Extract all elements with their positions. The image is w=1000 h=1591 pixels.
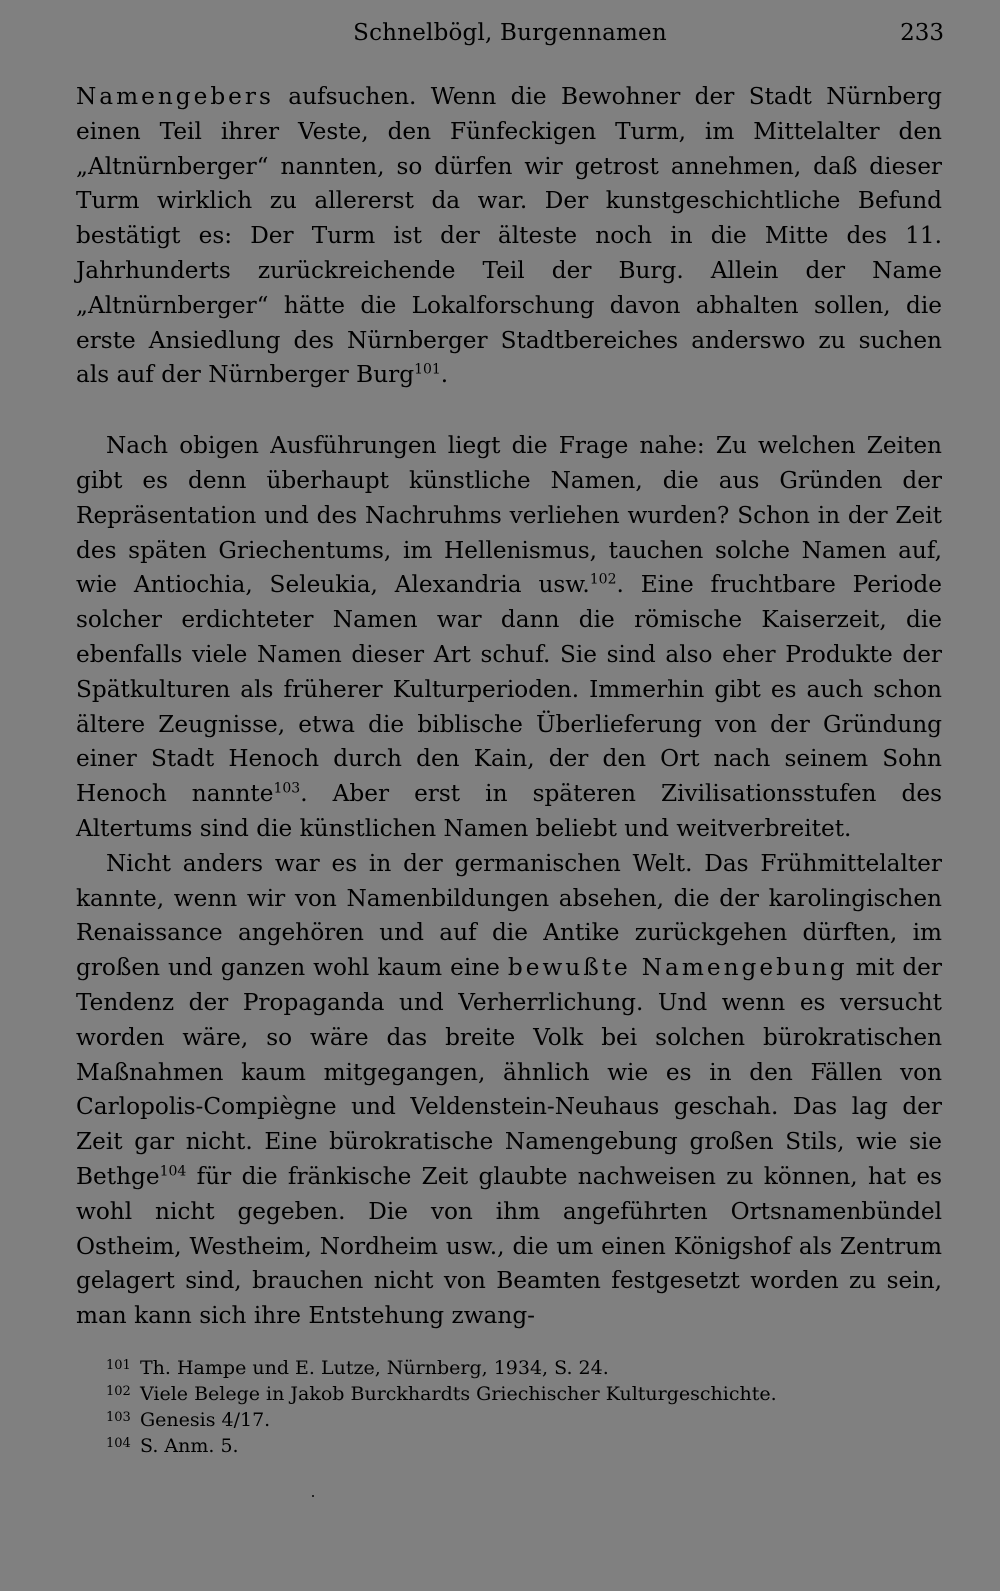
running-head: Schnelbögl, Burgennamen — [353, 20, 667, 46]
paragraph — [76, 80, 942, 393]
footnote-reference: 104 — [159, 1163, 187, 1180]
emphasized-text: Namengebers — [76, 83, 274, 110]
footnote-text: Th. Hampe und E. Lutze, Nürnberg, 1934, S. 24. — [140, 1357, 609, 1379]
text-run: für die fränkische Zeit glaubte nachweisen zu können, hat es wohl nicht gegeben. Die von ihm angeführten Ortsnamenbündel Ostheim, Westheim, Nordheim usw., die um einen Königshof als Zentrum gelagert sind, brauchen nicht von Beamten festgesetzt worden zu sein, man kann sich ihre Entstehung zwang- — [76, 1162, 942, 1330]
footnote-reference: 102 — [589, 571, 617, 588]
footnote-text: Genesis 4/17. — [140, 1409, 271, 1431]
page-header — [76, 16, 944, 56]
footnote-text: S. Anm. 5. — [140, 1435, 239, 1457]
text-run: aufsuchen. Wenn die Bewohner der Stadt Nürnberg einen Teil ihrer Veste, den Fünfeckigen Turm, im Mittelalter den „Altnürnberger“ nannten, so dürfen wir getrost annehmen, daß dieser Turm wirklich zu allererst da war. Der kunstgeschichtliche Befund bestätigt es: Der Turm ist der älteste noch in die Mitte des 11. Jahrhunderts zurückreichende Teil der Burg. Allein der Name „Altnürnberger“ hätte die Lokalforschung davon abhalten sollen, die erste Ansiedlung des Nürnberger Stadtbereiches anderswo zu suchen als auf der Nürnberger Burg — [76, 83, 942, 389]
footnote-reference: 103 — [273, 780, 301, 797]
print-speck — [312, 1495, 314, 1497]
footnote — [106, 1406, 906, 1432]
text-run: . Aber erst in späteren Zivilisationsstufen des Altertums sind die künstlichen Namen beliebt und weitverbreitet. — [76, 780, 942, 842]
footnotes — [106, 1354, 906, 1458]
footnote-text: Viele Belege in Jakob Burckhardts Griechischer Kulturgeschichte. — [140, 1383, 777, 1405]
footnote — [106, 1380, 906, 1406]
footnote-number: 103 — [106, 1410, 131, 1425]
page-number: 233 — [900, 20, 944, 46]
footnote — [106, 1354, 906, 1380]
text-run: . Eine fruchtbare Periode solcher erdichteter Namen war dann die römische Kaiserzeit, die ebenfalls viele Namen dieser Art schuf. Sie sind also eher Produkte der Spätkulturen als früherer Kulturperioden. Immerhin gibt es auch schon ältere Zeugnisse, etwa die biblische Überlieferung von der Gründung einer Stadt Henoch durch den Kain, der den Ort nach seinem Sohn Henoch nannte — [76, 571, 942, 808]
footnote-number: 104 — [106, 1436, 131, 1451]
text-run: . — [440, 361, 449, 389]
paragraph — [76, 429, 942, 847]
text-run: Nach obigen Ausführungen liegt die Frage nahe: Zu welchen Zeiten gibt es denn überhaupt künstliche Namen, die aus Gründen der Repräsentation und des Nachruhms verliehen wurden? Schon in der Zeit des späten Griechentums, im Hellenismus, tauchen solche Namen auf, wie Antiochia, Seleukia, Alexandria usw. — [76, 432, 942, 599]
footnote — [106, 1432, 906, 1458]
text-run: Nicht anders war es in der germanischen Welt. Das Frühmittelalter kannte, wenn wir von Namenbildungen absehen, die der karolingischen Renaissance angehören und auf die Antike zurückgehen dürften, im großen und ganzen wohl kaum eine — [76, 849, 942, 982]
body-text — [76, 80, 942, 1334]
text-run: mit der Tendenz der Propaganda und Verherrlichung. Und wenn es versucht worden wäre, so wäre das breite Volk bei solchen bürokratischen Maßnahmen kaum mitgegangen, ähnlich wie es in den Fällen von Carlopolis-Compiègne und Veldenstein-Neuhaus geschah. Das lag der Zeit gar nicht. Eine bürokratische Namengebung großen Stils, wie sie Bethge — [76, 954, 942, 1190]
paragraph — [76, 847, 942, 1334]
emphasized-text: bewußte Namengebung — [507, 954, 848, 982]
footnote-reference: 101 — [414, 361, 441, 378]
footnote-number: 102 — [106, 1384, 131, 1399]
footnote-number: 101 — [106, 1358, 131, 1373]
